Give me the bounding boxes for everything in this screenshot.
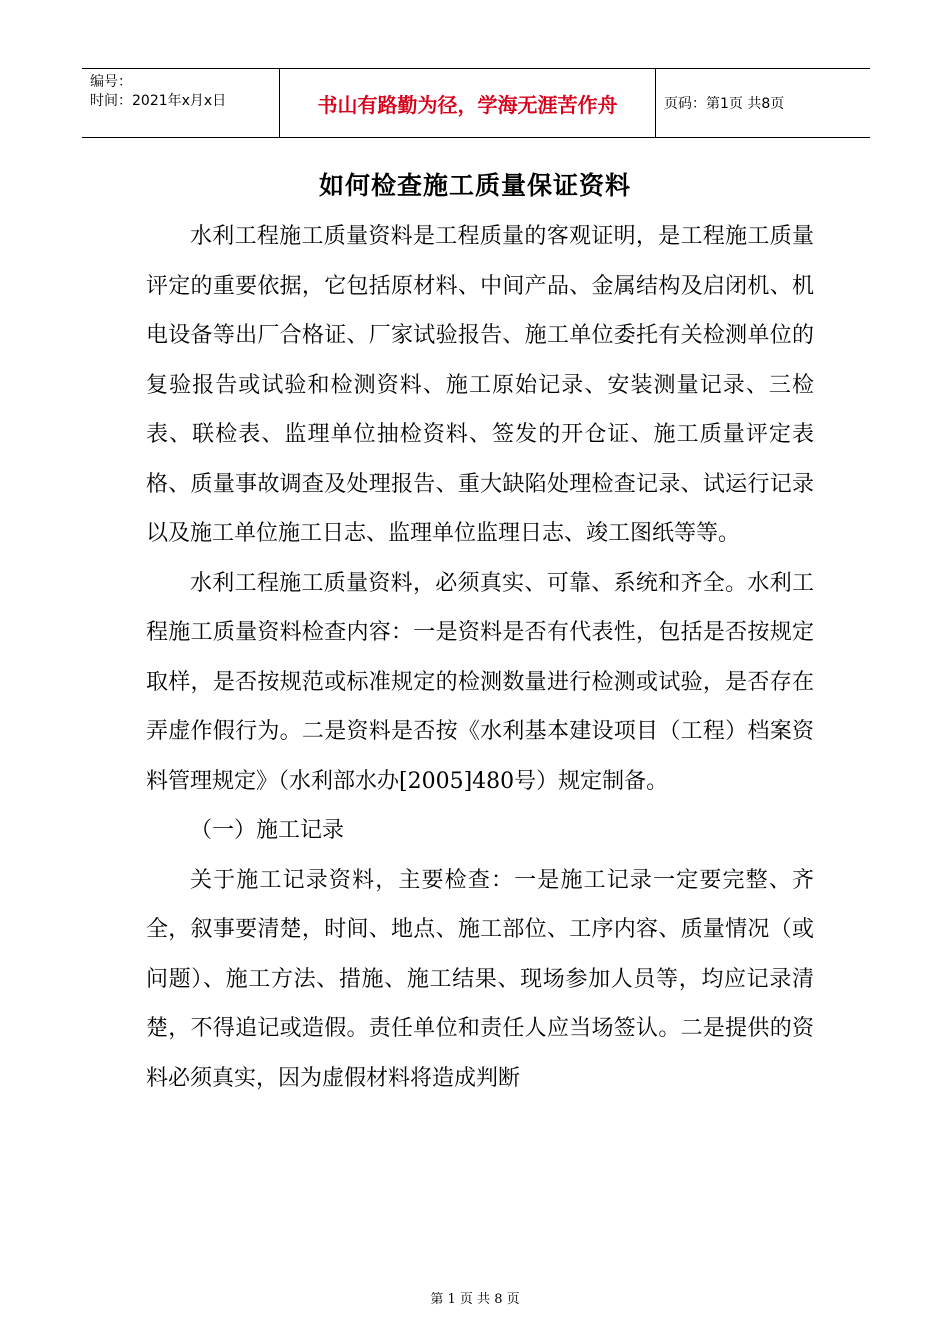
- header-meta: [82, 69, 280, 137]
- section-heading: （一）施工记录: [190, 818, 345, 843]
- page-header: [82, 68, 870, 138]
- document-title: 如何检查施工质量保证资料: [318, 171, 631, 200]
- document-number-label: 编号：: [90, 74, 132, 90]
- page-footer: 第 1 页 共 8 页: [430, 1292, 520, 1307]
- body-paragraph: 关于施工记录资料，主要检查：一是施工记录一定要完整、齐全，叙事要清楚，时间、地点、施工部位、工序内容、质量情况（或问题）、施工方法、措施、施工结果、现场参加人员等，均应记录清楚，不得追记或造假。责任单位和责任人应当场签认。二是提供的资料必须真实，因为虚假材料将造成判断: [146, 867, 814, 1091]
- document-date: 时间：2021年x月x日: [90, 93, 227, 109]
- header-page-info: 页码：第1页 共8页: [664, 96, 785, 112]
- body-paragraph: 水利工程施工质量资料是工程质量的客观证明，是工程施工质量评定的重要依据，它包括原材料、中间产品、金属结构及启闭机、机电设备等出厂合格证、厂家试验报告、施工单位委托有关检测单位的复验报告或试验和检测资料、施工原始记录、安装测量记录、三检表、联检表、监理单位抽检资料、签发的开仓证、施工质量评定表格、质量事故调查及处理报告、重大缺陷处理检查记录、试运行记录以及施工单位施工日志、监理单位监理日志、竣工图纸等等。: [146, 224, 814, 546]
- body-paragraph: 水利工程施工质量资料，必须真实、可靠、系统和齐全。水利工程施工质量资料检查内容：一是资料是否有代表性，包括是否按规定取样，是否按规范或标准规定的检测数量进行检测或试验，是否存在弄虚作假行为。二是资料是否按《水利基本建设项目（工程）档案资料管理规定》（水利部水办[2005]480号）规定制备。: [146, 570, 814, 794]
- header-motto: 书山有路勤为径，学海无涯苦作舟: [280, 69, 656, 137]
- document-body: [146, 212, 814, 1103]
